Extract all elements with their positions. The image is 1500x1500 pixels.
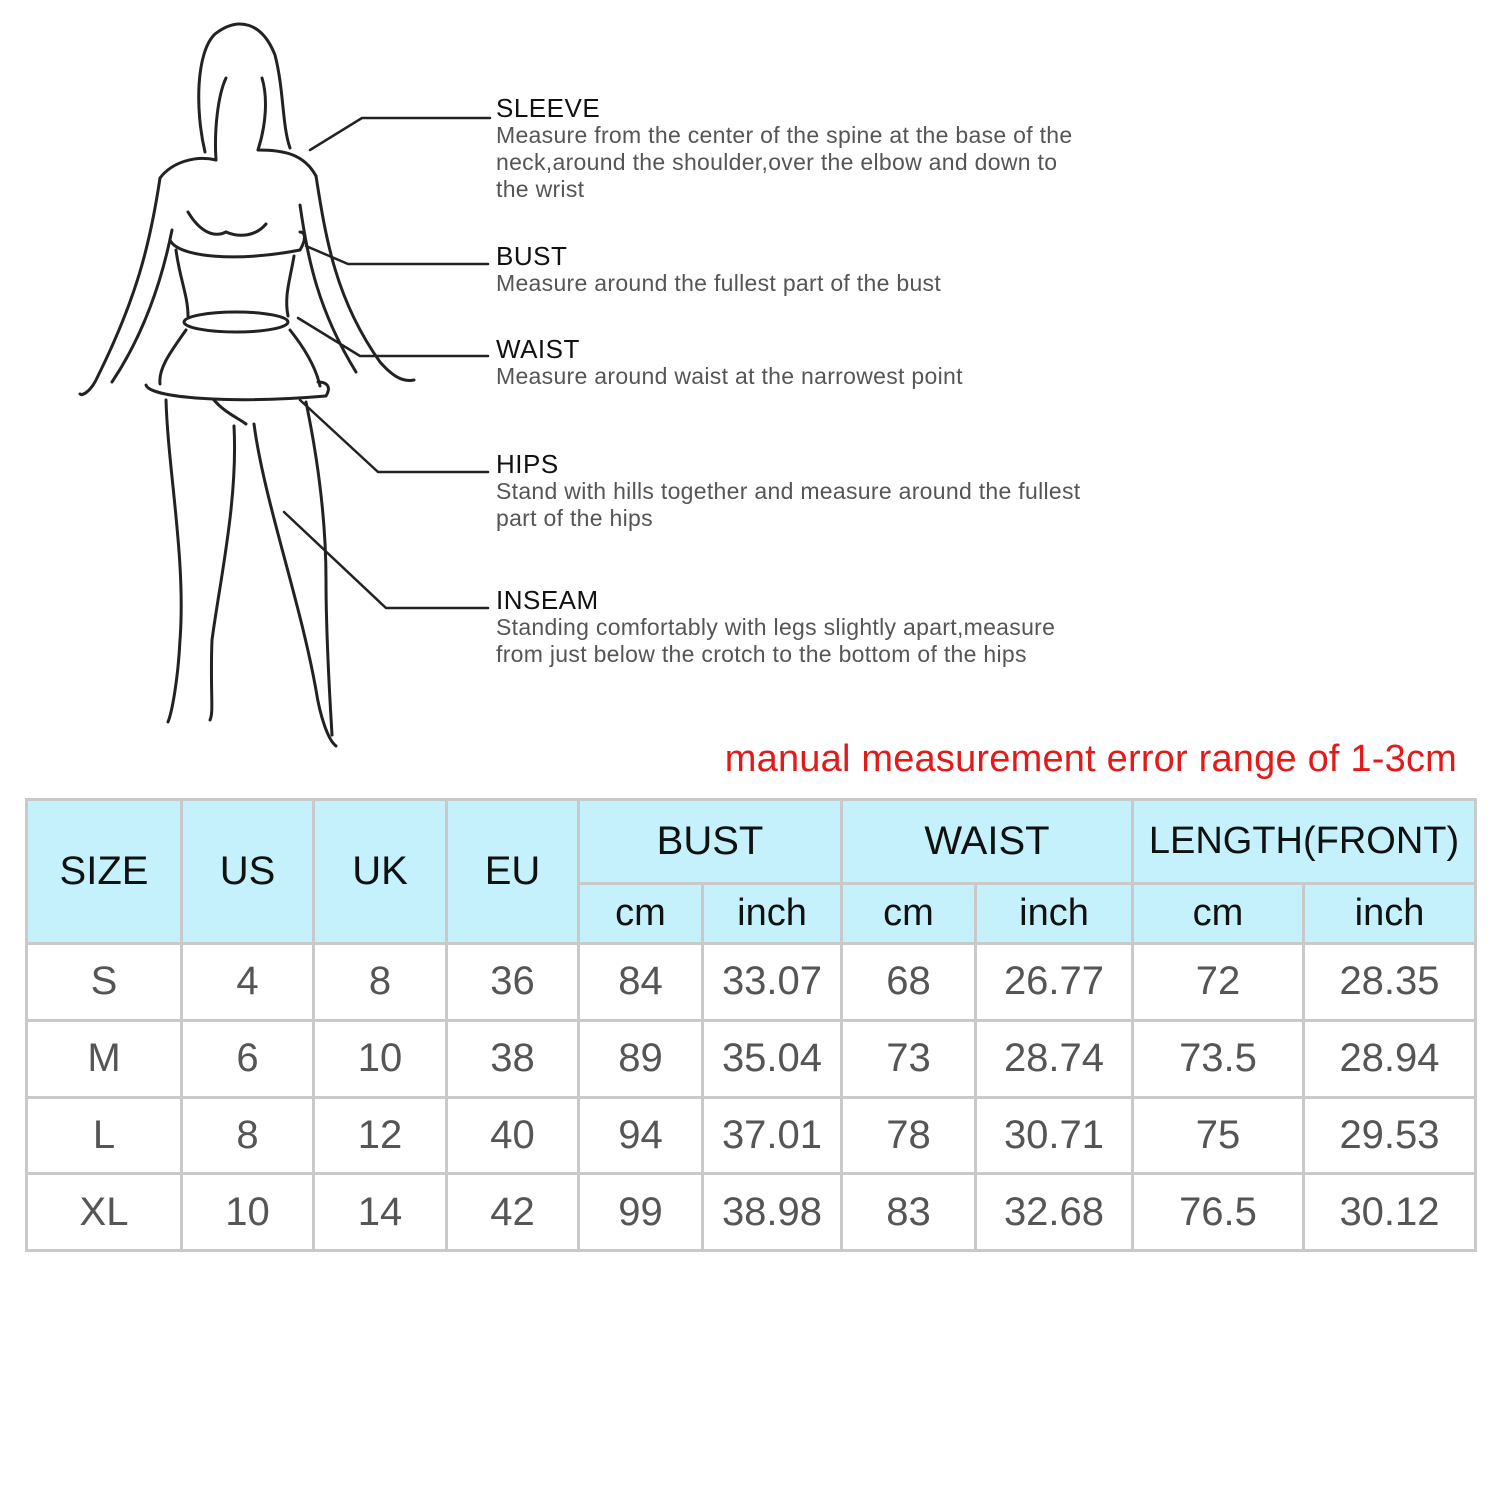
cell-uk: 14 (314, 1174, 447, 1251)
header-uk: UK (314, 800, 447, 944)
cell-waist-inch: 32.68 (976, 1174, 1133, 1251)
measurement-description: Measure around waist at the narrowest point (496, 363, 963, 389)
cell-length-cm: 75 (1133, 1097, 1304, 1174)
cell-eu: 40 (447, 1097, 579, 1174)
size-chart-table (25, 798, 1477, 1252)
header-length-front: LENGTH(FRONT) (1133, 800, 1476, 884)
cell-size: XL (27, 1174, 182, 1251)
cell-length-cm: 72 (1133, 944, 1304, 1021)
cell-bust-inch: 38.98 (703, 1174, 842, 1251)
header-waist: WAIST (842, 800, 1133, 884)
cell-waist-cm: 73 (842, 1020, 976, 1097)
cell-length-inch: 30.12 (1304, 1174, 1476, 1251)
header-eu: EU (447, 800, 579, 944)
cell-bust-cm: 84 (579, 944, 703, 1021)
header-waist-cm: cm (842, 884, 976, 944)
cell-uk: 8 (314, 944, 447, 1021)
measurement-error-note: manual measurement error range of 1-3cm (724, 738, 1457, 780)
header-us: US (182, 800, 314, 944)
measurement-title: BUST (496, 241, 568, 271)
measurement-description: Measure around the fullest part of the bust (496, 270, 942, 296)
cell-us: 6 (182, 1020, 314, 1097)
cell-length-inch: 28.35 (1304, 944, 1476, 1021)
header-length-cm: cm (1133, 884, 1304, 944)
table-row (27, 1020, 1476, 1097)
cell-waist-inch: 28.74 (976, 1020, 1133, 1097)
table-row (27, 944, 1476, 1021)
cell-length-cm: 73.5 (1133, 1020, 1304, 1097)
cell-uk: 12 (314, 1097, 447, 1174)
cell-length-inch: 29.53 (1304, 1097, 1476, 1174)
measurement-bust (496, 242, 1136, 297)
cell-size: L (27, 1097, 182, 1174)
cell-eu: 38 (447, 1020, 579, 1097)
header-length-inch: inch (1304, 884, 1476, 944)
measurement-inseam (496, 586, 1136, 668)
cell-length-inch: 28.94 (1304, 1020, 1476, 1097)
cell-bust-cm: 89 (579, 1020, 703, 1097)
measurement-hips (496, 450, 1136, 532)
cell-size: S (27, 944, 182, 1021)
cell-bust-inch: 37.01 (703, 1097, 842, 1174)
measurement-description: Measure from the center of the spine at the base of the neck,around the shoulder,over the elbow and down to the wrist (496, 122, 1073, 202)
cell-length-cm: 76.5 (1133, 1174, 1304, 1251)
cell-waist-inch: 30.71 (976, 1097, 1133, 1174)
body-figure-illustration (0, 0, 500, 760)
measurement-title: INSEAM (496, 585, 599, 615)
header-bust: BUST (579, 800, 842, 884)
table-row (27, 1174, 1476, 1251)
measurement-title: SLEEVE (496, 93, 601, 123)
cell-us: 10 (182, 1174, 314, 1251)
measurement-sleeve (496, 94, 1136, 203)
cell-bust-inch: 35.04 (703, 1020, 842, 1097)
header-size: SIZE (27, 800, 182, 944)
header-bust-inch: inch (703, 884, 842, 944)
cell-waist-cm: 83 (842, 1174, 976, 1251)
cell-waist-inch: 26.77 (976, 944, 1133, 1021)
header-bust-cm: cm (579, 884, 703, 944)
table-header-row (27, 800, 1476, 884)
cell-size: M (27, 1020, 182, 1097)
measurement-waist (496, 335, 1136, 390)
cell-bust-cm: 99 (579, 1174, 703, 1251)
cell-eu: 36 (447, 944, 579, 1021)
table-row (27, 1097, 1476, 1174)
cell-bust-cm: 94 (579, 1097, 703, 1174)
cell-us: 8 (182, 1097, 314, 1174)
cell-bust-inch: 33.07 (703, 944, 842, 1021)
measurement-title: HIPS (496, 449, 559, 479)
header-waist-inch: inch (976, 884, 1133, 944)
measurement-description: Standing comfortably with legs slightly apart,measure from just below the crotch to the bottom of the hips (496, 614, 1056, 667)
measurement-title: WAIST (496, 334, 580, 364)
cell-eu: 42 (447, 1174, 579, 1251)
measurement-description: Stand with hills together and measure around the fullest part of the hips (496, 478, 1081, 531)
cell-waist-cm: 68 (842, 944, 976, 1021)
cell-us: 4 (182, 944, 314, 1021)
cell-waist-cm: 78 (842, 1097, 976, 1174)
cell-uk: 10 (314, 1020, 447, 1097)
